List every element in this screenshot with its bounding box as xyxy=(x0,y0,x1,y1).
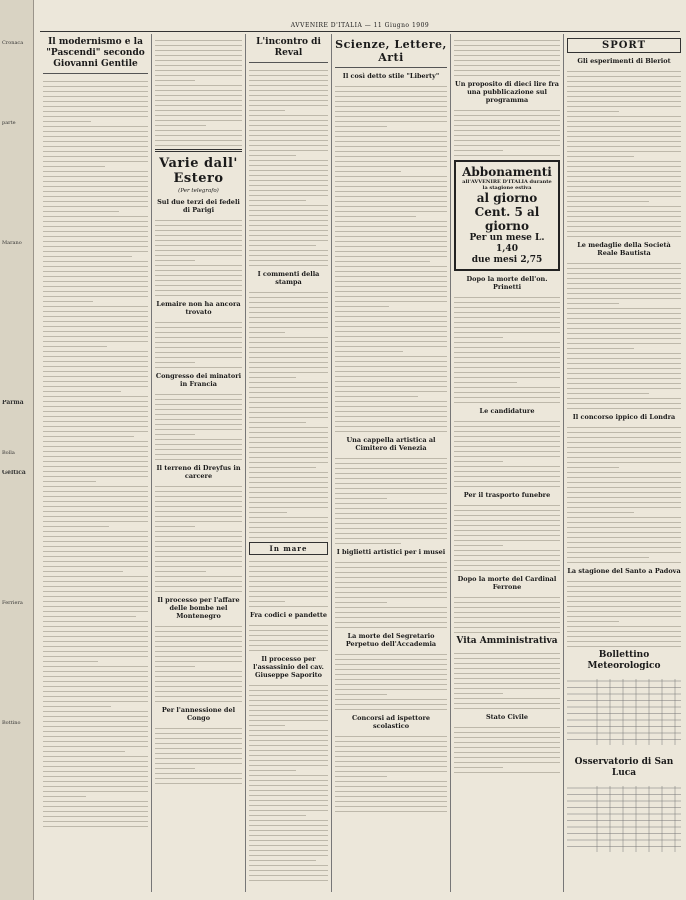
article-title: Sul due terzi dei fedeli di Parigi xyxy=(157,198,240,214)
article-body xyxy=(567,67,681,237)
gutter-text: parte xyxy=(2,120,16,126)
article-body xyxy=(155,36,242,146)
section-subtitle: (Per telegrafo) xyxy=(178,188,219,194)
ad-price: Per un mese L. 1,40 xyxy=(469,233,545,254)
article-title: La morte del Segretario Perpetuo dell'Accademia xyxy=(345,632,437,648)
column-1 xyxy=(40,34,152,892)
text-line xyxy=(454,151,560,156)
article-title: Fra codici e pandette xyxy=(249,611,328,619)
text-line xyxy=(454,566,560,571)
text-line xyxy=(454,482,560,487)
article-body xyxy=(249,557,328,607)
text-line xyxy=(155,455,242,460)
article-body xyxy=(249,288,328,538)
gutter-text: Bolla xyxy=(2,450,15,456)
article-title: Osservatorio di San Luca xyxy=(574,757,674,778)
article-body xyxy=(155,318,242,368)
text-line xyxy=(249,602,328,607)
gutter-text: Marano xyxy=(2,240,22,246)
article-title: Il terreno di Dreyfus in carcere xyxy=(156,464,241,480)
article-body xyxy=(567,577,681,647)
article-body xyxy=(454,593,560,633)
article-body xyxy=(155,216,242,296)
text-line xyxy=(567,232,681,237)
article-body xyxy=(155,724,242,784)
article-title: Per il trasporto funebre xyxy=(463,491,551,499)
article-body xyxy=(155,622,242,702)
article-title: Vita Amministrativa xyxy=(456,636,558,646)
text-line xyxy=(155,779,242,784)
text-line xyxy=(249,876,328,881)
text-line xyxy=(249,646,328,651)
text-line xyxy=(155,587,242,592)
text-line xyxy=(249,261,328,266)
article-title: Il modernismo e la "Pascendi" secondo Giovanni Gentile xyxy=(46,37,145,69)
article-title: Lemaire non ha ancora trovato xyxy=(156,300,241,316)
article-body xyxy=(454,36,560,76)
article-title: La stagione del Santo a Padova xyxy=(567,567,681,575)
text-line xyxy=(335,705,447,710)
article-body xyxy=(249,621,328,651)
article-title: Bollettino Meteorologico xyxy=(587,650,661,671)
article-title: Il così detto stile "Liberty" xyxy=(342,72,440,80)
article-body xyxy=(335,650,447,710)
page-header: AVVENIRE D'ITALIA — 11 Giugno 1909 xyxy=(40,22,680,32)
text-line xyxy=(335,539,401,544)
text-line xyxy=(454,398,560,403)
article-body xyxy=(454,106,560,156)
text-line xyxy=(335,623,447,628)
weather-table xyxy=(567,677,681,747)
article-title: Una cappella artistica al Cimitero di Venezia xyxy=(346,436,436,452)
article-title: Le medaglie della Società Reale Bautista xyxy=(577,241,671,257)
article-title: I biglietti artistici per i musei xyxy=(336,548,446,556)
column-2 xyxy=(152,34,246,892)
text-line xyxy=(454,628,560,633)
text-line xyxy=(567,404,681,409)
column-4 xyxy=(332,34,451,892)
ad-offer: al giorno Cent. 5 al giorno xyxy=(474,191,540,233)
left-gutter-fragment xyxy=(0,0,34,900)
article-title: In mare xyxy=(249,542,328,555)
column-5 xyxy=(451,34,564,892)
text-line xyxy=(454,704,560,709)
article-body xyxy=(567,423,681,563)
column-6 xyxy=(564,34,684,892)
text-line xyxy=(155,141,242,146)
article-title: Dopo la morte dell'on. Prinetti xyxy=(466,275,548,291)
text-line xyxy=(567,642,681,647)
article-body xyxy=(335,558,447,628)
text-line xyxy=(43,822,148,827)
article-title: Il processo per l'affare delle bombe nel Montenegro xyxy=(157,596,240,620)
article-title: Stato Civile xyxy=(485,713,528,721)
article-title: Gli esperimenti di Bleriot xyxy=(577,57,671,65)
article-body xyxy=(155,390,242,460)
gutter-text: Ferriera xyxy=(2,600,23,606)
text-line xyxy=(155,291,242,296)
article-body xyxy=(454,649,560,709)
article-title: Per l'annessione del Congo xyxy=(161,706,236,722)
article-title: Concorsi ad ispettore scolastico xyxy=(351,714,431,730)
article-title: I commenti della stampa xyxy=(257,270,320,286)
article-title: Le candidature xyxy=(479,407,535,415)
subscription-advertisement xyxy=(454,160,560,271)
weather-table xyxy=(567,784,681,854)
article-title: L'incontro di Reval xyxy=(256,37,321,58)
ad-subtitle: all'AVVENIRE D'ITALIA durante la stagione estiva xyxy=(462,179,552,191)
text-line xyxy=(155,697,242,702)
gutter-text: Geltica xyxy=(2,470,26,476)
section-title: SPORT xyxy=(567,38,681,53)
article-body xyxy=(454,501,560,571)
article-body xyxy=(155,482,242,592)
text-line xyxy=(249,533,328,538)
section-title: Scienze, Lettere, Arti xyxy=(335,38,447,64)
article-body xyxy=(454,723,560,773)
article-body xyxy=(335,732,447,812)
text-line xyxy=(454,768,560,773)
text-line xyxy=(155,363,242,368)
article-body xyxy=(43,77,148,827)
text-line xyxy=(567,558,681,563)
gutter-text: Parma xyxy=(2,400,24,406)
article-body xyxy=(567,259,681,409)
gutter-text: Cronaca xyxy=(2,40,24,46)
column-3 xyxy=(246,34,332,892)
text-line xyxy=(335,427,447,432)
text-line xyxy=(454,71,560,76)
article-body xyxy=(249,681,328,881)
ad-title: Abbonamenti xyxy=(462,165,552,179)
article-title: Un proposito di dieci lire fra una pubblicazione sul programma xyxy=(455,80,559,104)
article-title: Congresso dei minatori in Francia xyxy=(155,372,242,388)
article-body xyxy=(249,66,328,266)
text-line xyxy=(335,807,447,812)
ad-price: due mesi 2,75 xyxy=(471,255,543,265)
section-title: Varie dall' Estero xyxy=(159,156,238,186)
article-title: Il concorso ippico di Londra xyxy=(572,413,676,421)
gutter-text: Bottino xyxy=(2,720,21,726)
article-body xyxy=(454,293,560,403)
article-title: Dopo la morte del Cardinal Ferrone xyxy=(457,575,557,591)
article-body xyxy=(335,82,447,432)
article-title: Il processo per l'assassinio del cav. Giuseppe Saporito xyxy=(253,655,324,679)
article-body xyxy=(335,454,447,544)
article-body xyxy=(454,417,560,487)
